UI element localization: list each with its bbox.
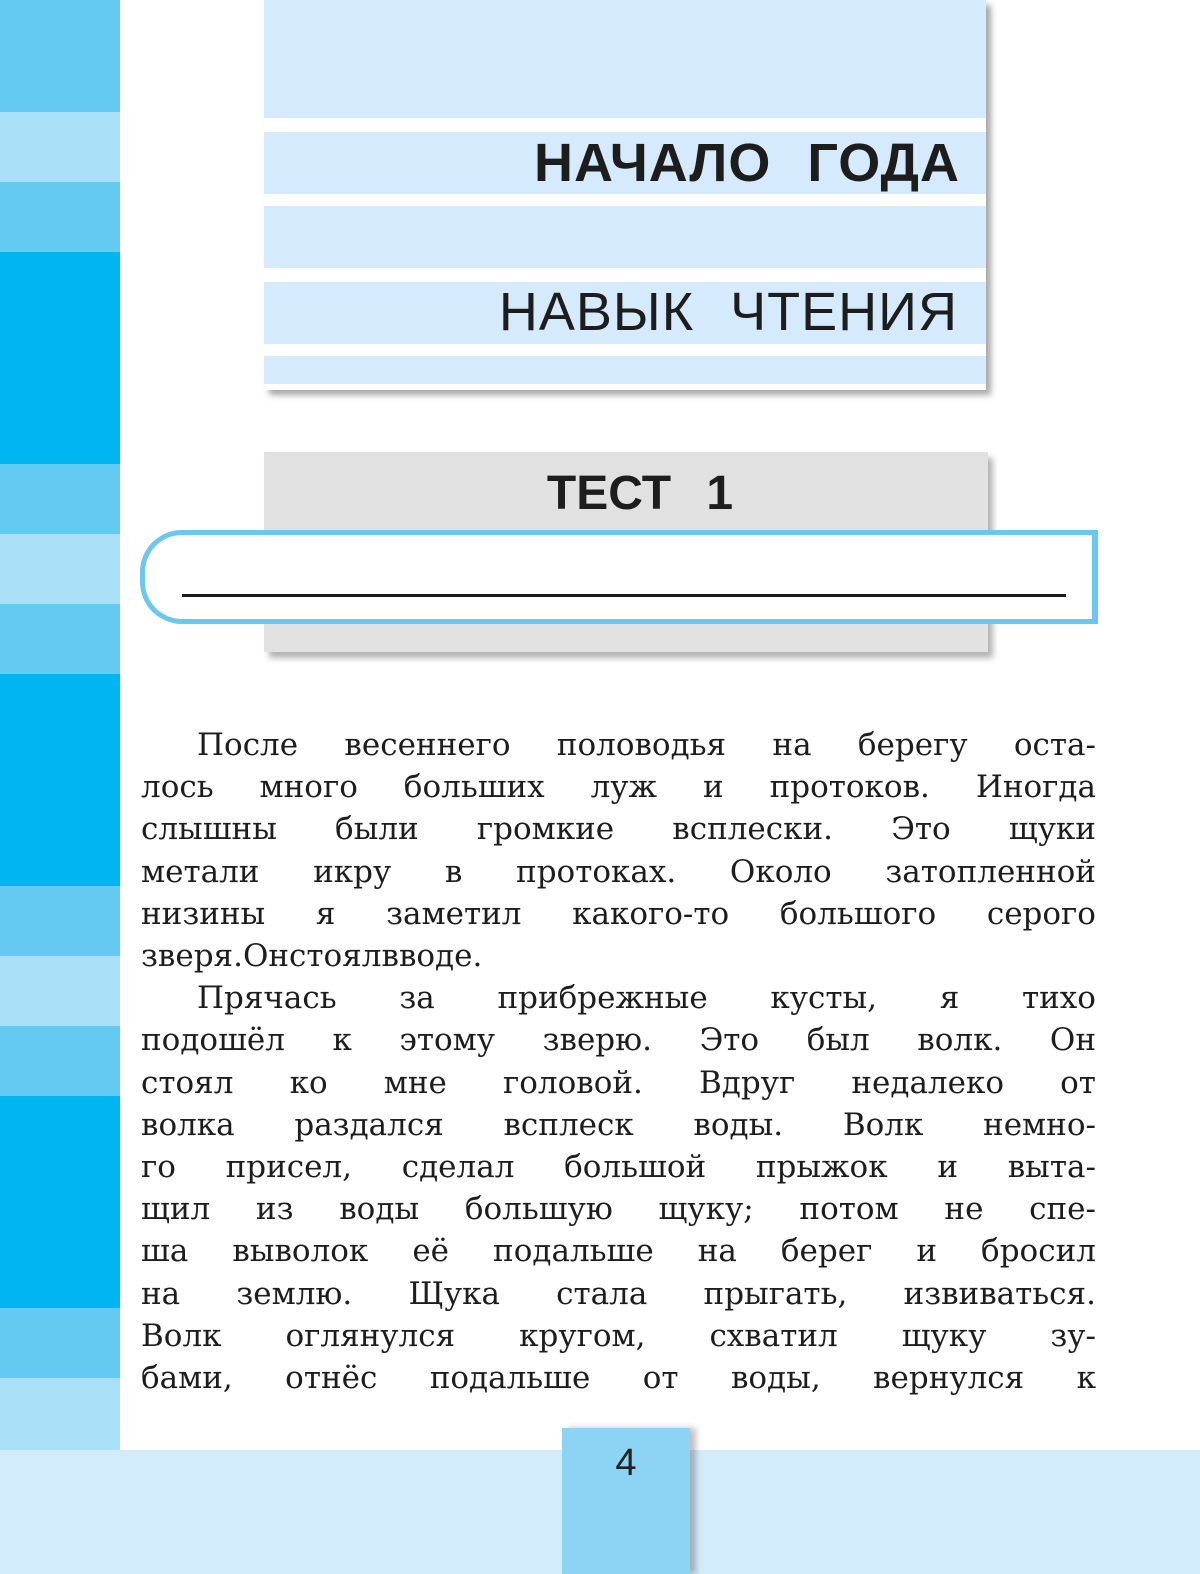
header-band-1	[264, 0, 986, 118]
word: извиваться.	[903, 1275, 1096, 1312]
word: воды	[339, 1191, 420, 1228]
word: на	[772, 727, 812, 763]
word: потом	[799, 1191, 899, 1228]
stripe-segment	[0, 1238, 120, 1308]
stripe-segment	[0, 1308, 120, 1378]
word: я	[939, 980, 960, 1017]
stripe-segment	[0, 956, 120, 1026]
word: к	[1076, 1360, 1096, 1397]
name-write-line[interactable]	[182, 594, 1066, 597]
word: волка	[141, 1106, 235, 1143]
stripe-segment	[0, 394, 120, 464]
word: метали	[141, 853, 260, 890]
text-line	[141, 977, 1096, 1019]
word: весеннего	[344, 727, 511, 763]
word: Он	[1049, 1022, 1096, 1059]
word: от	[1060, 1064, 1096, 1101]
word: больших	[403, 769, 545, 806]
word: Это	[891, 811, 951, 848]
text-line	[141, 851, 1096, 893]
word: схватил	[709, 1317, 838, 1354]
text-line	[141, 724, 1096, 766]
word: не	[944, 1191, 984, 1228]
word: серого	[986, 895, 1096, 932]
word: прыгать,	[703, 1275, 848, 1312]
stripe-segment	[0, 252, 120, 324]
word: выта-	[1007, 1149, 1096, 1186]
word: Щука	[408, 1275, 500, 1312]
word: заметил	[386, 895, 522, 932]
stripe-segment	[0, 1026, 120, 1096]
word: из	[255, 1191, 294, 1228]
word: стоял	[141, 1064, 234, 1101]
word: берег	[780, 1233, 873, 1270]
word: и	[937, 1149, 958, 1186]
word: зу-	[1050, 1317, 1096, 1354]
word: подальше	[429, 1360, 591, 1397]
word: немно-	[983, 1106, 1096, 1143]
word: недалеко	[851, 1064, 1004, 1101]
word: много	[259, 769, 358, 806]
word: землю.	[236, 1275, 353, 1312]
paragraph	[141, 724, 1096, 977]
word: берегу	[857, 727, 968, 763]
word: икру	[313, 853, 392, 890]
word: на	[141, 1275, 181, 1312]
word: головой.	[502, 1064, 643, 1101]
text-line	[141, 1273, 1096, 1315]
stripe-segment	[0, 534, 120, 604]
word: выволок	[232, 1233, 369, 1270]
word: спе-	[1029, 1191, 1096, 1228]
word: тихо	[1022, 980, 1096, 1017]
stripe-segment	[0, 0, 120, 112]
word: затопленной	[885, 853, 1096, 890]
word: щуку	[901, 1317, 987, 1354]
text-line	[141, 935, 1096, 977]
word: в	[381, 938, 399, 975]
word: я	[315, 895, 336, 932]
text-line	[141, 1146, 1096, 1188]
word: большого	[779, 895, 937, 932]
word: низины	[141, 895, 266, 932]
stripe-segment	[0, 464, 120, 534]
text-line	[141, 1019, 1096, 1061]
name-field[interactable]	[140, 530, 1097, 624]
word: в	[444, 853, 463, 890]
word: Около	[729, 853, 832, 890]
word: раздался	[294, 1106, 444, 1143]
word: оглянулся	[285, 1317, 456, 1354]
word: Иногда	[975, 769, 1096, 806]
word: большой	[564, 1149, 707, 1186]
word: всплески.	[672, 811, 834, 848]
word: Это	[699, 1022, 760, 1059]
word: Прячась	[197, 980, 337, 1017]
stripe-segment	[0, 674, 120, 746]
word: всплеск	[503, 1106, 634, 1143]
text-line	[141, 893, 1096, 935]
stripe-segment	[0, 112, 120, 182]
word: щуки	[1008, 811, 1096, 848]
word: за	[399, 980, 435, 1017]
section-header-card	[264, 0, 986, 390]
word: от	[642, 1360, 679, 1397]
word: прибрежные	[497, 980, 708, 1017]
stripe-segment	[0, 746, 120, 816]
word: слышны	[141, 811, 277, 848]
word: были	[335, 811, 419, 848]
word: зверя.	[141, 938, 243, 975]
text-line	[141, 1188, 1096, 1230]
stripe-segment	[0, 324, 120, 394]
test-title: ТЕСТ 1	[546, 467, 734, 520]
text-line	[141, 1357, 1096, 1399]
name-field-edge	[1092, 530, 1098, 624]
word: какого-то	[572, 895, 730, 932]
text-line	[141, 766, 1096, 808]
stripe-segment	[0, 182, 120, 252]
word: половодья	[556, 727, 727, 763]
word: После	[197, 727, 299, 763]
stripe-segment	[0, 604, 120, 674]
stripe-segment	[0, 1096, 120, 1168]
stripe-segment	[0, 886, 120, 956]
word: бросил	[981, 1233, 1096, 1270]
word: этому	[399, 1022, 495, 1059]
word: Волк	[842, 1106, 924, 1143]
text-line	[141, 1230, 1096, 1272]
section-title: НАЧАЛО ГОДА	[533, 133, 960, 193]
word: луж	[590, 769, 658, 806]
word: подошёл	[141, 1022, 285, 1059]
word: ша	[141, 1233, 189, 1270]
word: воды.	[693, 1106, 784, 1143]
word: присел,	[225, 1149, 353, 1186]
word: воды,	[730, 1360, 821, 1397]
word: бами,	[141, 1360, 233, 1397]
word: на	[697, 1233, 737, 1270]
word: кругом,	[519, 1317, 646, 1354]
word: к	[332, 1022, 352, 1059]
word: щуку;	[658, 1191, 754, 1228]
word: воде.	[398, 938, 483, 975]
word: Волк	[141, 1317, 222, 1354]
word: стала	[556, 1275, 648, 1312]
word: отнёс	[285, 1360, 378, 1397]
word: мне	[383, 1064, 447, 1101]
word: её	[412, 1233, 450, 1270]
text-line	[141, 1062, 1096, 1104]
word: лось	[141, 769, 214, 806]
word: протоков.	[769, 769, 930, 806]
word: кусты,	[770, 980, 878, 1017]
page-number-box	[562, 1428, 690, 1574]
word: подальше	[493, 1233, 654, 1270]
word: большую	[464, 1191, 613, 1228]
word: прыжок	[755, 1149, 888, 1186]
stripe-segment	[0, 1378, 120, 1450]
word: вернулся	[873, 1360, 1025, 1397]
word: стоял	[289, 938, 382, 975]
word: и	[916, 1233, 938, 1270]
word: был	[806, 1022, 870, 1059]
text-line	[141, 1315, 1096, 1357]
left-decorative-stripes	[0, 0, 120, 1450]
word: и	[702, 769, 724, 806]
word: зверю.	[542, 1022, 652, 1059]
word: волк.	[917, 1022, 1003, 1059]
reading-text	[141, 724, 1096, 1399]
word: ко	[289, 1064, 328, 1101]
section-subtitle: НАВЫК ЧТЕНИЯ	[498, 282, 958, 342]
word: громкие	[476, 811, 615, 848]
stripe-segment	[0, 1168, 120, 1238]
word: оста-	[1013, 727, 1096, 763]
text-line	[141, 1104, 1096, 1146]
word: протоках.	[516, 853, 677, 890]
page-number: 4	[615, 1442, 637, 1484]
word: сделал	[401, 1149, 515, 1186]
stripe-segment	[0, 816, 120, 886]
word: Вдруг	[699, 1064, 796, 1101]
word: щил	[141, 1191, 211, 1228]
header-band-5	[264, 356, 986, 384]
word: го	[141, 1149, 176, 1186]
word: Он	[242, 938, 290, 975]
header-band-3	[264, 206, 986, 268]
paragraph	[141, 977, 1096, 1399]
text-line	[141, 808, 1096, 850]
